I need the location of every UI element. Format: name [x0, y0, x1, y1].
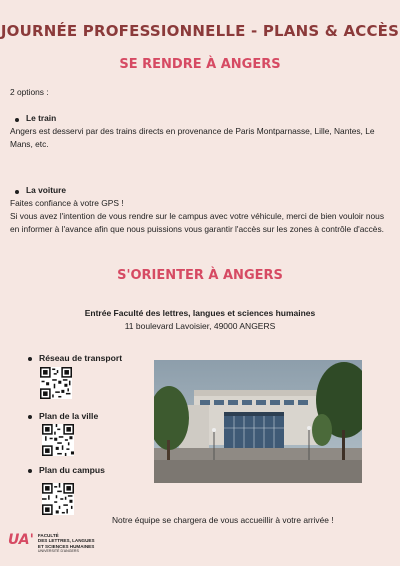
link-transport[interactable] — [28, 348, 122, 366]
building-photo-image — [154, 360, 362, 483]
section-heading-orientation: S'ORIENTER À ANGERS — [117, 268, 283, 283]
logo-text — [38, 533, 95, 555]
link-campus-map[interactable] — [28, 460, 105, 478]
options-intro: 2 options : — [10, 87, 49, 97]
logo-line-1: FACULTÉ — [37, 533, 59, 538]
entry-block — [0, 307, 400, 333]
link-campus-map-label: Plan du campus — [28, 465, 105, 475]
entry-title: Entrée Faculté des lettres, langues et sciences humaines — [84, 308, 316, 318]
car-title: La voiture — [10, 185, 66, 195]
train-title: Le train — [10, 113, 56, 123]
qr-code-city-map-icon[interactable] — [42, 424, 74, 456]
building-photo — [154, 360, 362, 483]
qr-code-transport-icon[interactable] — [40, 367, 72, 399]
train-heading — [10, 112, 394, 125]
welcome-note: Notre équipe se chargera de vous accueillir à votre arrivée ! — [112, 515, 334, 525]
link-city-map[interactable] — [28, 406, 98, 424]
train-text: Angers est desservi par des trains directs en provenance de Paris Montparnasse, Lille, Nantes, Le Mans, etc. — [10, 126, 375, 149]
link-city-map-label: Plan de la ville — [28, 411, 98, 421]
qr-code-campus-map-icon[interactable] — [42, 483, 74, 515]
car-text — [10, 197, 394, 236]
logo-line-4: UNIVERSITÉ D'ANGERS — [37, 549, 79, 554]
faculty-logo — [8, 533, 95, 555]
logo-line-3: ET SCIENCES HUMAINES — [37, 543, 95, 549]
logo-line-2: DES LETTRES, LANGUES — [37, 538, 95, 544]
entry-address: 11 boulevard Lavoisier, 49000 ANGERS — [124, 321, 276, 331]
car-text-line2: Si vous avez l'intention de vous rendre sur le campus avec votre véhicule, merci de bien vouloir nous en informer à l'avance afin que nous puissions vous garantir l'accès sur les zones à contrôle d'accès. — [10, 211, 385, 234]
page-title: JOURNÉE PROFESSIONNELLE - PLANS & ACCÈS — [0, 22, 400, 40]
logo-mark: UA' — [8, 532, 34, 548]
section-heading-getting-there: SE RENDRE À ANGERS — [119, 57, 281, 72]
link-transport-label: Réseau de transport — [28, 353, 122, 363]
car-text-line1: Faites confiance à votre GPS ! — [10, 198, 124, 208]
car-heading — [10, 184, 394, 197]
